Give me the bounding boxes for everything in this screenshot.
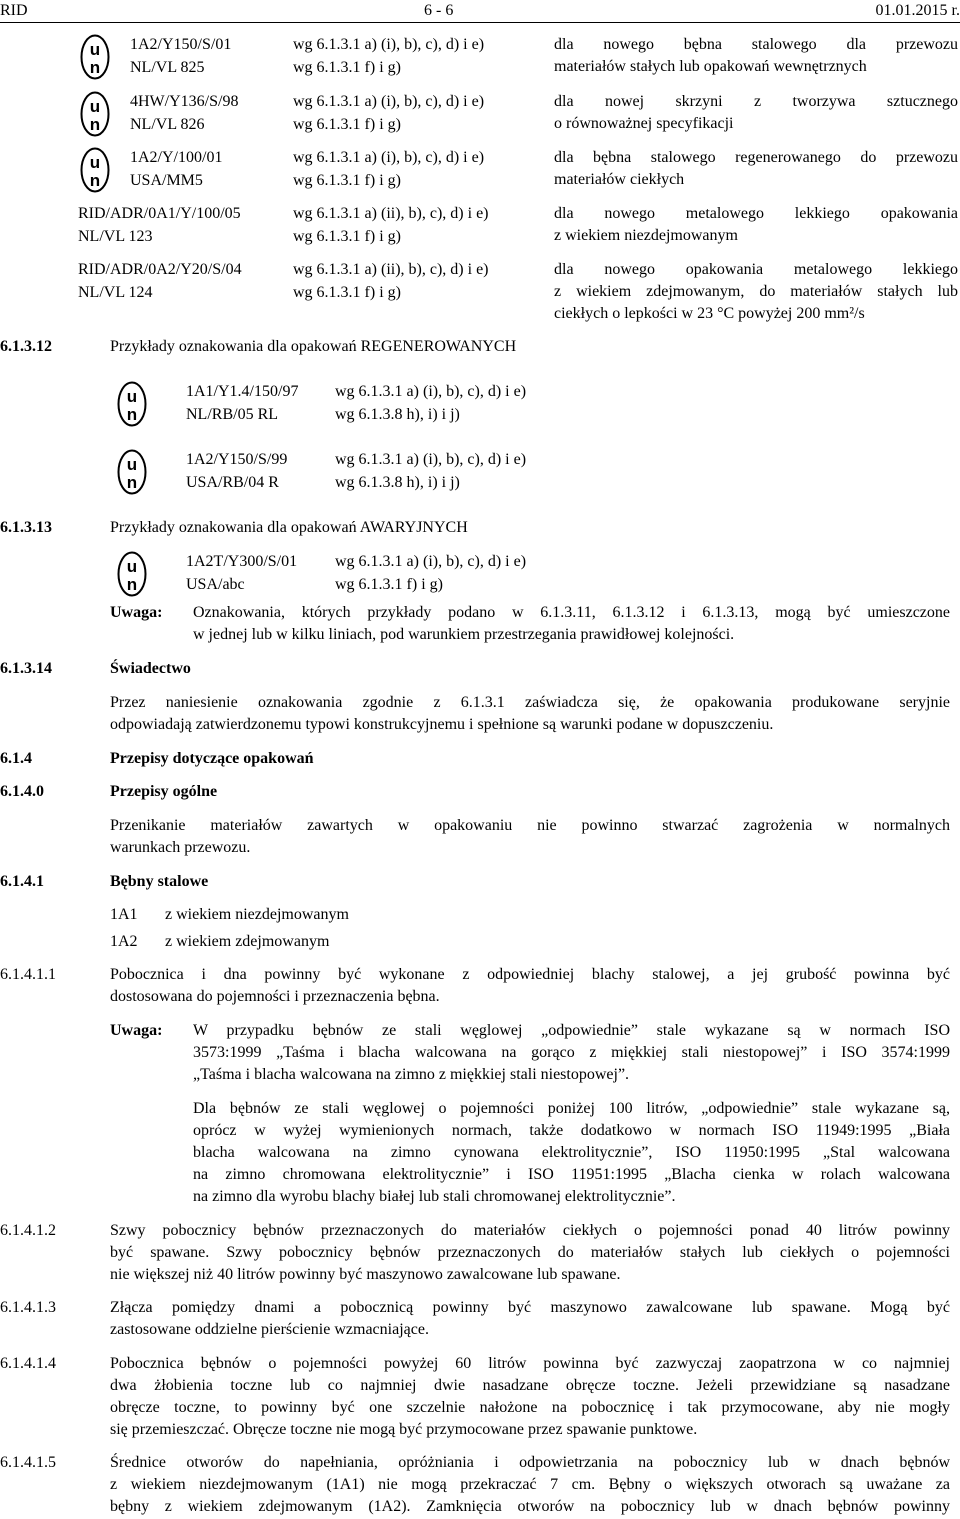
section-number: 6.1.4.1.4 [0, 1355, 56, 1372]
section-title: Bębny stalowe [110, 873, 209, 890]
paragraph: Przez naniesienie oznakowania zgodnie z 6.1.3.1 zaświadcza się, że opakowania produkowane seryjnie odpowiadają zatwierdzonemu typowi konstrukcyjnemu i spełnione są warunki podane w dopuszczeniu. [110, 694, 950, 733]
marking-code: NL/VL 826 [130, 116, 205, 133]
marking-code: USA/MM5 [130, 172, 203, 189]
marking-description: dla nowego opakowania metalowego lekkiego z wiekiem zdejmowanym, do materiałów stałych lub ciekłych o lepkości w 23 °C powyżej 200 mm²/s [554, 261, 958, 322]
type-description: z wiekiem niezdejmowanym [165, 906, 349, 923]
marking-code: 1A2T/Y300/S/01 [186, 553, 298, 570]
marking-code: 4HW/Y136/S/98 [130, 93, 239, 110]
marking-code: 1A2/Y/100/01 [130, 149, 223, 166]
section-number: 6.1.3.14 [0, 660, 52, 677]
marking-ref: wg 6.1.3.1 f) i g) [293, 116, 401, 133]
marking-code: 1A2/Y150/S/99 [186, 451, 288, 468]
section-title: Przykłady oznakowania dla opakowań AWARYJNYCH [110, 519, 468, 536]
marking-description: dla nowego metalowego lekkiego opakowania z wiekiem niezdejmowanym [554, 205, 958, 244]
paragraph: Złącza pomiędzy dnami a pobocznicą powinny być maszynowo zawalcowane lub spawane. Mogą być zastosowane oddzielne pierścienie wzmacniające. [110, 1299, 950, 1338]
un-symbol-icon [80, 147, 110, 193]
marking-code: NL/VL 123 [78, 228, 153, 245]
type-code: 1A1 [110, 906, 138, 923]
paragraph: Przenikanie materiałów zawartych w opakowaniu nie powinno stwarzać zagrożenia w normalnych warunkach przewozu. [110, 817, 950, 856]
marking-ref: wg 6.1.3.1 f) i g) [293, 172, 401, 189]
type-description: z wiekiem zdejmowanym [165, 933, 330, 950]
header-center: 6 - 6 [424, 2, 454, 19]
marking-code: 1A2/Y150/S/01 [130, 36, 232, 53]
section-number: 6.1.4 [0, 750, 32, 767]
note-label: Uwaga: [110, 604, 163, 621]
marking-code: NL/VL 825 [130, 59, 205, 76]
marking-code: NL/RB/05 RL [186, 406, 279, 423]
paragraph: Średnice otworów do napełniania, opróżniania i odpowietrzania na pobocznicy lub w dnach bębnów z wiekiem niezdejmowanym (1A1) nie mogą przekraczać 7 cm. Bębny o większych otworach są uważane za bębny z wiekiem zdejmowanym (1A2). Zamknięcia otworów na pobocznicy lub w dnach bębnów powinny [110, 1454, 950, 1515]
note-text: W przypadku bębnów ze stali węglowej „odpowiednie” stale wykazane są w normach ISO 3573:1999 „Taśma i blacha walcowana na gorąco z miękkiej stali niestopowej” i ISO 3574:1999 „Taśma i blacha walcowana na zimno z miękkiej stali niestopowej”. [193, 1022, 950, 1083]
marking-ref: wg 6.1.3.1 f) i g) [293, 228, 401, 245]
marking-code: RID/ADR/0A2/Y20/S/04 [78, 261, 242, 278]
marking-ref: wg 6.1.3.1 a) (i), b), c), d) i e) [335, 553, 527, 570]
marking-ref: wg 6.1.3.1 a) (i), b), c), d) i e) [335, 451, 527, 468]
marking-code: USA/RB/04 R [186, 474, 279, 491]
marking-ref: wg 6.1.3.1 a) (i), b), c), d) i e) [293, 149, 485, 166]
marking-ref: wg 6.1.3.1 f) i g) [293, 284, 401, 301]
marking-code: RID/ADR/0A1/Y/100/05 [78, 205, 241, 222]
header-left: RID [0, 2, 28, 19]
paragraph: Szwy pobocznicy bębnów przeznaczonych do materiałów ciekłych o pojemności ponad 40 litrów powinny być spawane. Szwy pobocznicy bębnów przeznaczonych do materiałów stałych lub ciekłych o pojemności nie większej niż 40 litrów powinny być maszynowo zawalcowane lub spawane. [110, 1222, 950, 1283]
marking-ref: wg 6.1.3.1 a) (i), b), c), d) i e) [293, 36, 485, 53]
section-number: 6.1.4.1.2 [0, 1222, 56, 1239]
section-title: Przepisy dotyczące opakowań [110, 750, 314, 767]
marking-ref: wg 6.1.3.1 a) (ii), b), c), d) i e) [293, 205, 489, 222]
header-right: 01.01.2015 r. [875, 2, 960, 19]
marking-ref: wg 6.1.3.1 a) (i), b), c), d) i e) [293, 93, 485, 110]
marking-code: USA/abc [186, 576, 245, 593]
marking-ref: wg 6.1.3.8 h), i) i j) [335, 406, 460, 423]
un-symbol-icon [117, 381, 147, 427]
paragraph: Pobocznica i dna powinny być wykonane z odpowiedniej blachy stalowej, a jej grubość powinna być dostosowana do pojemności i przeznaczenia bębna. [110, 966, 950, 1005]
marking-description: dla nowego bębna stalowego dla przewozu materiałów stałych lub opakowań wewnętrznych [554, 36, 958, 75]
un-symbol-icon [117, 449, 147, 495]
section-number: 6.1.4.1 [0, 873, 44, 890]
note-text: Oznakowania, których przykłady podano w 6.1.3.11, 6.1.3.12 i 6.1.3.13, mogą być umieszczone w jednej lub w kilku liniach, pod warunkiem przestrzegania prawidłowej kolejności. [193, 604, 950, 643]
section-number: 6.1.4.1.3 [0, 1299, 56, 1316]
marking-ref: wg 6.1.3.1 f) i g) [335, 576, 443, 593]
marking-ref: wg 6.1.3.1 f) i g) [293, 59, 401, 76]
marking-ref: wg 6.1.3.1 a) (ii), b), c), d) i e) [293, 261, 489, 278]
section-title: Przykłady oznakowania dla opakowań REGENEROWANYCH [110, 338, 517, 355]
note-label: Uwaga: [110, 1022, 163, 1039]
section-number: 6.1.3.12 [0, 338, 52, 355]
section-number: 6.1.4.1.1 [0, 966, 56, 983]
marking-description: dla bębna stalowego regenerowanego do przewozu materiałów ciekłych [554, 149, 958, 188]
marking-description: dla nowej skrzyni z tworzywa sztucznego o równoważnej specyfikacji [554, 93, 958, 132]
un-symbol-icon [80, 91, 110, 137]
marking-code: NL/VL 124 [78, 284, 153, 301]
paragraph: Pobocznica bębnów o pojemności powyżej 60 litrów powinna być zazwyczaj zaopatrzona w co najmniej dwa żłobienia toczne lub co najmniej dwie nasadzane obręcze toczne. Jeżeli przewidziane są nasadzane obręcze toczne, to powinny być one szczelnie nałożone na pobocznicę i tak przymocowane, aby nie mogły się przemieszczać. Obręcze toczne nie mogą być przymocowane przez spawanie punktowe. [110, 1355, 950, 1438]
marking-ref: wg 6.1.3.1 a) (i), b), c), d) i e) [335, 383, 527, 400]
un-symbol-icon [117, 551, 147, 597]
note-text: Dla bębnów ze stali węglowej o pojemności poniżej 100 litrów, „odpowiednie” stale wykazane są, oprócz w wyżej wymienionych normach, także dodatkowo w normach ISO 11949:1995 „Biała blacha walcowana na zimno cynowana elektrolitycznie”, ISO 11950:1995 „Stal walcowana na zimno chromowana elektrolitycznie” i ISO 11951:1995 „Blacha cienka w rolach walcowana na zimno dla wyrobu blachy białej lub stali chromowanej elektrolitycznie”. [193, 1100, 950, 1205]
type-code: 1A2 [110, 933, 138, 950]
header-divider [0, 22, 960, 23]
section-title: Świadectwo [110, 660, 191, 677]
section-number: 6.1.4.0 [0, 783, 44, 800]
marking-ref: wg 6.1.3.8 h), i) i j) [335, 474, 460, 491]
section-number: 6.1.4.1.5 [0, 1454, 56, 1471]
marking-code: 1A1/Y1.4/150/97 [186, 383, 299, 400]
un-symbol-icon [80, 34, 110, 80]
section-number: 6.1.3.13 [0, 519, 52, 536]
section-title: Przepisy ogólne [110, 783, 218, 800]
